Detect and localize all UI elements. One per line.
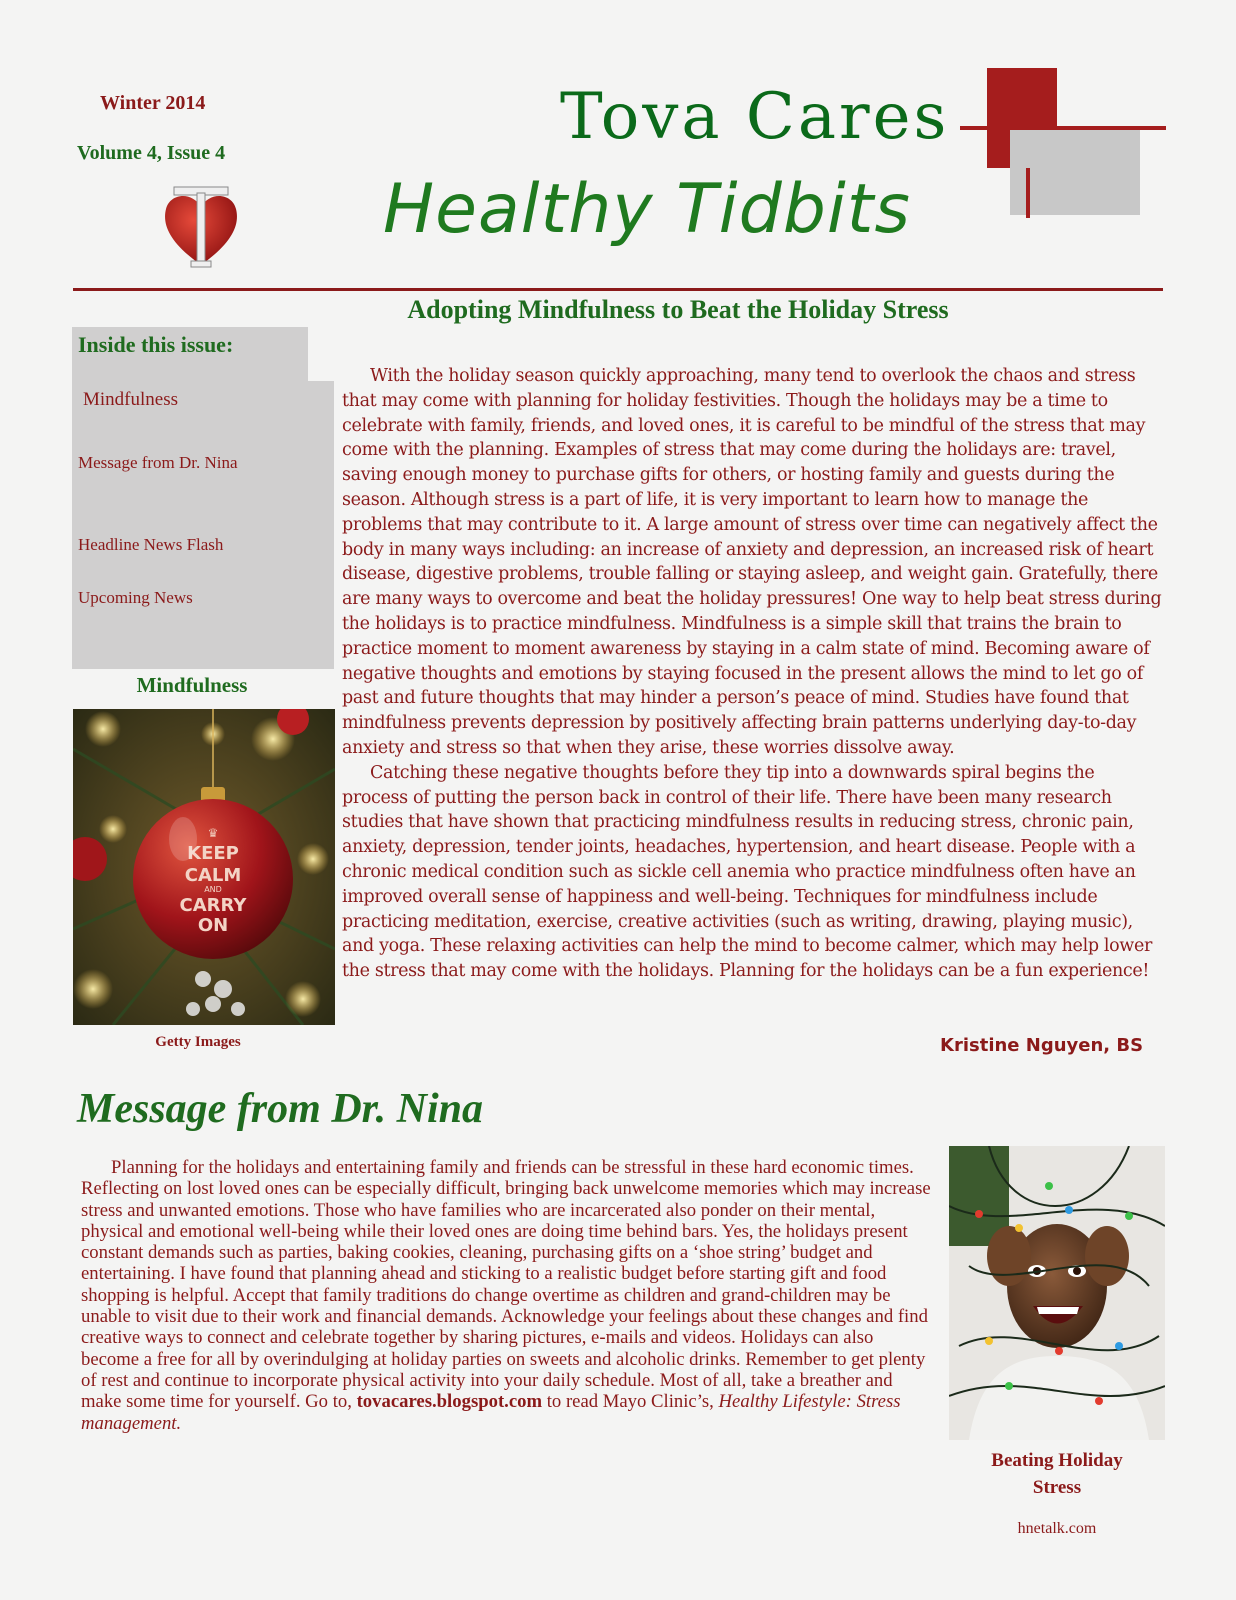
header-divider [73, 288, 1163, 291]
message-title: Message from Dr. Nina [77, 1086, 484, 1132]
toc-item-upcoming: Upcoming News [78, 588, 193, 607]
message-link-suffix: to read Mayo Clinic’s, [542, 1391, 719, 1413]
toc-item-mindfulness: Mindfulness [83, 389, 178, 410]
toc-item-message: Message from Dr. Nina [78, 453, 238, 472]
svg-text:CARRY: CARRY [179, 895, 247, 916]
issue-volume: Volume 4, Issue 4 [77, 142, 226, 164]
holiday-stress-photo [949, 1146, 1165, 1440]
issue-season: Winter 2014 [100, 92, 206, 114]
tova-heart-logo [160, 183, 242, 273]
svg-text:♛: ♛ [207, 826, 219, 840]
article-paragraph: With the holiday season quickly approaching, many tend to overlook the chaos and stress that may come with planning for holiday festivities. Though the holidays may be a time to celebrate with family, friends, and loved ones, it is careful to be mindful of the stress that may come with the planning. Examples of stress that may come during the holidays are: travel, saving enough money to purchase gifts for others, or hosting family and guests during the season. Although stress is a part of life, it is very important to learn how to manage the problems that may contribute to it. A large amount of stress over time can negatively affect the body in many ways including: an increase of anxiety and depression, an increased risk of heart disease, digestive problems, trouble falling or staying asleep, and weight gain. Gratefully, there are many ways to overcome and beat the holiday pressures! One way to help beat stress during the holidays is to practice mindfulness. Mindfulness is a simple skill that trains the brain to practice moment to moment awareness by staying in a calm state of mind. Becoming aware of negative thoughts and emotions by staying focused in the present allows the mind to let go of past and future thoughts that may hinder a person’s peace of mind. Studies have found that mindfulness prevents depression by positively affecting brain patterns underlying day-to-day anxiety and stress so that when they arise, these worries dissolve away. [342, 366, 1162, 758]
photo-caption [949, 1447, 1165, 1501]
svg-text:AND: AND [204, 885, 222, 894]
toc-item-headline-news: Headline News Flash [78, 535, 224, 554]
ornament-photo [73, 709, 335, 1025]
article-body [342, 364, 1162, 984]
photo-credit: hnetalk.com [1017, 1520, 1097, 1537]
photo-caption-line: Stress [1032, 1477, 1082, 1498]
sidebar-title: Inside this issue: [78, 332, 234, 357]
ornament-photo-credit: Getty Images [155, 1034, 241, 1050]
svg-text:KEEP: KEEP [187, 843, 239, 864]
photo-caption-line: Beating Holiday [991, 1450, 1123, 1471]
article-paragraph: Catching these negative thoughts before they tip into a downwards spiral begins the process of putting the person back in control of their life. There have been many research studies that have shown that practicing mindfulness results in reducing stress, chronic pain, anxiety, depression, tender joints, headaches, hypertension, and heart disease. People with a chronic medical condition such as sickle cell anemia who practice mindfulness often have an improved overall sense of happiness and well-being. Techniques for mindfulness include practicing meditation, exercise, creative activities (such as writing, drawing, playing music), and yoga. These relaxing activities can help the mind to become calmer, which may help lower the stress that may come with the holidays. Planning for the holidays can be a fun experience! [342, 762, 1152, 982]
decorative-squares [960, 68, 1166, 218]
svg-text:CALM: CALM [184, 865, 242, 886]
masthead-title: Tova Cares [560, 80, 950, 154]
mindfulness-heading: Mindfulness [136, 673, 248, 697]
svg-text:ON: ON [197, 915, 229, 936]
message-text: Planning for the holidays and entertaining family and friends can be stressful in these hard economic times. Reflecting on lost loved ones can be especially difficult, bringing back unwelcome memories which may increase stress and unwanted emotions. Those who have families who are incarcerated also ponder on their mental, physical and emotional well-being while their loved ones are doing time behind bars. Yes, the holidays present constant demands such as parties, baking cookies, cleaning, purchasing gifts on a ‘shoe string’ budget and entertaining. I have found that planning ahead and sticking to a realistic budget before starting gift and food shopping is helpful. Accept that family traditions do change overtime as children and grand-children may be unable to visit due to their work and financial demands. Acknowledge your feelings about these changes and find creative ways to connect and celebrate together by sharing pictures, e-mails and videos. Holidays can also become a free for all by overindulging at holiday parties on sweets and alcoholic drinks. Remember to get plenty of rest and continue to incorporate physical activity into your daily schedule. Most of all, take a breather and make some time for yourself. Go to, [81, 1157, 931, 1413]
blog-link[interactable]: tovacares.blogspot.com [356, 1391, 543, 1413]
masthead-subtitle: Healthy Tidbits [383, 170, 911, 249]
sidebar-panel [72, 381, 334, 669]
message-reference: Healthy Lifestyle: Stress management. [81, 1391, 901, 1434]
message-body [81, 1157, 931, 1434]
article-headline: Adopting Mindfulness to Beat the Holiday Stress [407, 295, 949, 324]
article-author: Kristine Nguyen, BS [940, 1035, 1144, 1056]
